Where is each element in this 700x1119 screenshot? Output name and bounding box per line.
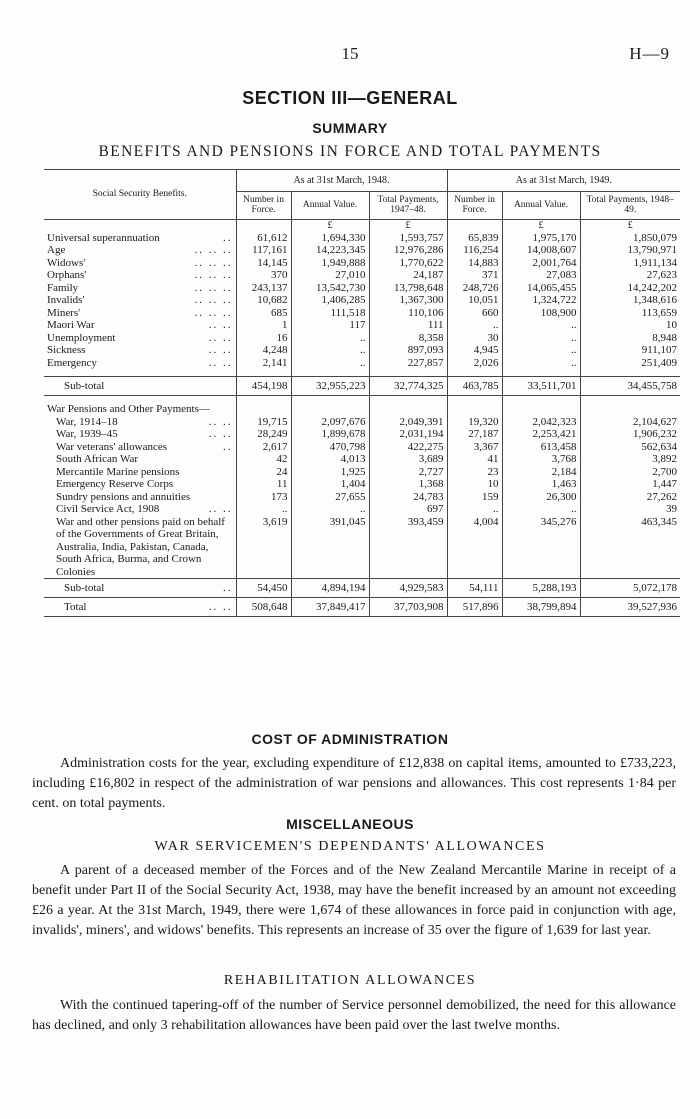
- row-label: Miners' .. .. ..: [47, 306, 233, 319]
- value-cell: 108,900: [502, 307, 580, 320]
- subtotal-row: [44, 579, 680, 598]
- misc-heading: MISCELLANEOUS: [286, 816, 414, 832]
- value-cell: 660: [447, 307, 502, 320]
- value-cell: ..: [447, 319, 502, 332]
- value-cell: ..: [291, 344, 369, 357]
- col-number-1949: Number in Force.: [447, 191, 502, 219]
- war-allowances-text: A parent of a deceased member of the Forces and of the New Zealand Mercantile Marine in receipt of a benefit under Part II of the Social Security Act, 1938, may have the benefit increased by an amount not exceeding £26 a year. At the 31st March, 1949, there were 1,674 of these allowances in force paid in conjunction with age, invalids', miners', and widows' benefits. This represents an increase of 35 over the figure of 1,639 for last year.: [32, 863, 676, 938]
- value-cell: 227,857: [369, 357, 447, 370]
- row-label: Orphans' .. .. ..: [47, 269, 233, 281]
- value-cell: 1: [236, 319, 291, 332]
- value-cell: 2,001,764: [502, 257, 580, 270]
- value-cell: 4,004: [447, 516, 502, 579]
- value-cell: 41: [447, 453, 502, 466]
- value-cell: 38,799,894: [502, 598, 580, 617]
- value-cell: ..: [502, 332, 580, 345]
- row-label-text: Sickness: [47, 344, 86, 356]
- value-cell: 61,612: [236, 232, 291, 245]
- value-cell: 14,065,455: [502, 282, 580, 295]
- war-allowances-paragraph: [32, 861, 676, 941]
- value-cell: 391,045: [291, 516, 369, 579]
- value-cell: 345,276: [502, 516, 580, 579]
- value-cell: 248,726: [447, 282, 502, 295]
- row-label: Family .. .. ..: [47, 281, 233, 294]
- benefits-title: BENEFITS AND PENSIONS IN FORCE AND TOTAL PAYMENTS: [98, 143, 602, 160]
- row-label: Widows' .. .. ..: [47, 256, 233, 269]
- value-cell: 370: [236, 269, 291, 282]
- value-cell: 1,463: [502, 478, 580, 491]
- table-row: [44, 491, 680, 504]
- war-allowances-heading: WAR SERVICEMEN'S DEPENDANTS' ALLOWANCES: [154, 839, 546, 854]
- value-cell: 1,911,134: [580, 257, 680, 270]
- value-cell: 42: [236, 453, 291, 466]
- value-cell: 4,929,583: [369, 579, 447, 598]
- value-cell: ..: [502, 357, 580, 370]
- value-cell: 14,223,345: [291, 244, 369, 257]
- row-label-text: Sub-total: [64, 582, 105, 594]
- value-cell: 463,345: [580, 516, 680, 579]
- value-cell: 1,367,300: [369, 294, 447, 307]
- table-row: [44, 307, 680, 320]
- row-label-text: Unemployment: [47, 331, 116, 344]
- value-cell: 3,768: [502, 453, 580, 466]
- value-cell: 5,288,193: [502, 579, 580, 598]
- value-cell: 3,689: [369, 453, 447, 466]
- col-total-1949: Total Payments, 1948–49.: [580, 191, 680, 219]
- value-cell: 14,145: [236, 257, 291, 270]
- row-label: Total .. ..: [44, 598, 236, 617]
- value-cell: 33,511,701: [502, 377, 580, 396]
- value-cell: 2,026: [447, 357, 502, 370]
- table-row: [44, 516, 680, 579]
- cost-heading: COST OF ADMINISTRATION: [251, 731, 449, 747]
- value-cell: 117,161: [236, 244, 291, 257]
- row-label-text: Miners': [47, 306, 81, 319]
- spacer-row: [44, 369, 680, 377]
- rehab-paragraph: [32, 996, 676, 1036]
- cost-text: Administration costs for the year, excluding expenditure of £12,838 on capital items, amounted to £733,223, including £16,802 in respect of the administration of war pensions and allowances. This cost represents 1·84 per cent. on total payments.: [32, 756, 676, 811]
- value-cell: 13,542,730: [291, 282, 369, 295]
- table-row: [44, 294, 680, 307]
- row-label: War veterans' allowances ..: [56, 440, 233, 453]
- col-annual-1949: Annual Value.: [502, 191, 580, 219]
- row-label: Maori War .. ..: [47, 319, 233, 331]
- value-cell: 1,368: [369, 478, 447, 491]
- value-cell: 13,798,648: [369, 282, 447, 295]
- war-pensions-heading: War Pensions and Other Payments—: [47, 403, 210, 415]
- value-cell: 1,447: [580, 478, 680, 491]
- value-cell: 2,104,627: [580, 416, 680, 429]
- col-total-1948: Total Payments, 1947–48.: [369, 191, 447, 219]
- table-row: [44, 466, 680, 479]
- row-label-text: War, 1939–45: [56, 428, 118, 440]
- value-cell: 243,137: [236, 282, 291, 295]
- value-cell: 1,925: [291, 466, 369, 479]
- row-label: [44, 377, 236, 396]
- row-label-text: Sub-total: [64, 380, 105, 392]
- value-cell: 111,518: [291, 307, 369, 320]
- value-cell: 1,770,622: [369, 257, 447, 270]
- col-number-1948: Number in Force.: [236, 191, 291, 219]
- value-cell: 39,527,936: [580, 598, 680, 617]
- table-row: [44, 332, 680, 345]
- unit-cell: £: [502, 219, 580, 232]
- value-cell: 14,008,607: [502, 244, 580, 257]
- value-cell: 1,406,285: [291, 294, 369, 307]
- value-cell: 27,623: [580, 269, 680, 282]
- value-cell: 11: [236, 478, 291, 491]
- row-label-text: War and other pensions paid on behalf of the Governments of Great Britain, Australia, India, Pakistan, Canada, South Africa, Burma, and Crown Colonies: [56, 515, 225, 578]
- value-cell: 1,324,722: [502, 294, 580, 307]
- table-row: [44, 269, 680, 282]
- value-cell: 2,700: [580, 466, 680, 479]
- spacer-row: [44, 396, 680, 404]
- value-cell: 12,976,286: [369, 244, 447, 257]
- value-cell: 1,404: [291, 478, 369, 491]
- value-cell: 1,949,888: [291, 257, 369, 270]
- value-cell: 14,242,202: [580, 282, 680, 295]
- value-cell: 19,715: [236, 416, 291, 429]
- value-cell: 54,450: [236, 579, 291, 598]
- value-cell: 27,083: [502, 269, 580, 282]
- row-label: [44, 466, 236, 479]
- table-row: [44, 282, 680, 295]
- value-cell: 37,703,908: [369, 598, 447, 617]
- row-label-text: Maori War: [47, 319, 95, 331]
- value-cell: 4,894,194: [291, 579, 369, 598]
- table-row: [44, 357, 680, 370]
- row-label-text: Invalids': [47, 294, 85, 306]
- value-cell: 13,790,971: [580, 244, 680, 257]
- row-label: [44, 478, 236, 491]
- value-cell: 470,798: [291, 441, 369, 454]
- row-label: Invalids' .. .. ..: [47, 294, 233, 306]
- value-cell: 562,634: [580, 441, 680, 454]
- row-label-text: Sundry pensions and annuities: [56, 490, 191, 503]
- table-row: [44, 441, 680, 454]
- value-cell: 54,111: [447, 579, 502, 598]
- label-column-header: Social Security Benefits.: [92, 189, 187, 199]
- row-label-text: Emergency: [47, 356, 97, 369]
- row-label: Sickness .. ..: [47, 344, 233, 356]
- value-cell: 2,617: [236, 441, 291, 454]
- page-reference: H—9: [629, 44, 670, 63]
- table-row: [44, 503, 680, 516]
- table-row: [44, 319, 680, 332]
- value-cell: 173: [236, 491, 291, 504]
- section-heading-row: [44, 403, 680, 416]
- row-label: Universal superannuation ..: [47, 231, 233, 244]
- subtotal-row: [44, 377, 680, 396]
- value-cell: 24,187: [369, 269, 447, 282]
- value-cell: 10,051: [447, 294, 502, 307]
- value-cell: 454,198: [236, 377, 291, 396]
- value-cell: 1,975,170: [502, 232, 580, 245]
- value-cell: 110,106: [369, 307, 447, 320]
- value-cell: 27,655: [291, 491, 369, 504]
- row-label: [44, 491, 236, 504]
- value-cell: 2,141: [236, 357, 291, 370]
- value-cell: 393,459: [369, 516, 447, 579]
- value-cell: 2,253,421: [502, 428, 580, 441]
- unit-cell: £: [291, 219, 369, 232]
- value-cell: 28,249: [236, 428, 291, 441]
- row-label: Sub-total ..: [44, 579, 236, 598]
- table-row: [44, 453, 680, 466]
- value-cell: ..: [291, 332, 369, 345]
- value-cell: 111: [369, 319, 447, 332]
- value-cell: 5,072,178: [580, 579, 680, 598]
- table-body: [44, 219, 680, 617]
- value-cell: 685: [236, 307, 291, 320]
- unit-cell: £: [580, 219, 680, 232]
- group-header-1949: As at 31st March, 1949.: [447, 170, 680, 192]
- value-cell: 24: [236, 466, 291, 479]
- page-number: 15: [341, 44, 359, 63]
- value-cell: ..: [291, 503, 369, 516]
- row-label: [44, 453, 236, 466]
- value-cell: 371: [447, 269, 502, 282]
- value-cell: 27,262: [580, 491, 680, 504]
- value-cell: 613,458: [502, 441, 580, 454]
- row-label-text: Orphans': [47, 269, 87, 281]
- value-cell: 422,275: [369, 441, 447, 454]
- value-cell: 2,042,323: [502, 416, 580, 429]
- value-cell: 3,892: [580, 453, 680, 466]
- row-label: War, 1914–18 .. ..: [56, 415, 233, 428]
- table-row: [44, 232, 680, 245]
- value-cell: 26,300: [502, 491, 580, 504]
- value-cell: 23: [447, 466, 502, 479]
- value-cell: 508,648: [236, 598, 291, 617]
- value-cell: 2,184: [502, 466, 580, 479]
- value-cell: 1,850,079: [580, 232, 680, 245]
- value-cell: 251,409: [580, 357, 680, 370]
- value-cell: 3,619: [236, 516, 291, 579]
- row-label-text: Family: [47, 281, 79, 294]
- value-cell: ..: [502, 503, 580, 516]
- value-cell: 27,010: [291, 269, 369, 282]
- value-cell: 1,593,757: [369, 232, 447, 245]
- value-cell: 517,896: [447, 598, 502, 617]
- row-label: Age .. .. ..: [47, 244, 233, 256]
- value-cell: 3,367: [447, 441, 502, 454]
- total-row: [44, 598, 680, 617]
- row-label: [44, 516, 236, 579]
- value-cell: ..: [447, 503, 502, 516]
- value-cell: 39: [580, 503, 680, 516]
- value-cell: 117: [291, 319, 369, 332]
- table-row: [44, 478, 680, 491]
- row-label-text: Age: [47, 244, 66, 256]
- value-cell: 8,358: [369, 332, 447, 345]
- value-cell: 2,727: [369, 466, 447, 479]
- summary-title: SUMMARY: [312, 120, 388, 136]
- rehab-heading: REHABILITATION ALLOWANCES: [223, 973, 477, 988]
- row-label-text: Widows': [47, 256, 86, 269]
- value-cell: ..: [291, 357, 369, 370]
- value-cell: 4,013: [291, 453, 369, 466]
- table-row: [44, 257, 680, 270]
- benefits-table: [44, 169, 680, 617]
- value-cell: 2,049,391: [369, 416, 447, 429]
- row-label-text: Mercantile Marine pensions: [56, 465, 180, 478]
- value-cell: 4,945: [447, 344, 502, 357]
- col-annual-1948: Annual Value.: [291, 191, 369, 219]
- value-cell: 8,948: [580, 332, 680, 345]
- row-label: Unemployment .. ..: [47, 331, 233, 344]
- value-cell: 1,899,678: [291, 428, 369, 441]
- value-cell: 19,320: [447, 416, 502, 429]
- value-cell: 10: [447, 478, 502, 491]
- value-cell: 32,955,223: [291, 377, 369, 396]
- row-label-text: Emergency Reserve Corps: [56, 478, 174, 490]
- row-label-text: Total: [64, 601, 87, 613]
- value-cell: 2,031,194: [369, 428, 447, 441]
- row-label: War, 1939–45 .. ..: [56, 428, 233, 440]
- row-label-text: Universal superannuation: [47, 231, 160, 244]
- row-label-text: War veterans' allowances: [56, 440, 168, 453]
- group-header-1948: As at 31st March, 1948.: [236, 170, 447, 192]
- value-cell: 32,774,325: [369, 377, 447, 396]
- row-label-text: South African War: [56, 453, 139, 465]
- row-label: Emergency .. ..: [47, 356, 233, 369]
- row-label-text: War, 1914–18: [56, 415, 118, 428]
- value-cell: 2,097,676: [291, 416, 369, 429]
- value-cell: 27,187: [447, 428, 502, 441]
- value-cell: 1,906,232: [580, 428, 680, 441]
- section-title: SECTION III—GENERAL: [242, 88, 458, 108]
- value-cell: 14,883: [447, 257, 502, 270]
- value-cell: ..: [502, 344, 580, 357]
- value-cell: 697: [369, 503, 447, 516]
- value-cell: 113,659: [580, 307, 680, 320]
- table-row: [44, 344, 680, 357]
- value-cell: 1,348,616: [580, 294, 680, 307]
- table-row: [44, 428, 680, 441]
- table-row: [44, 244, 680, 257]
- value-cell: 1,694,330: [291, 232, 369, 245]
- value-cell: ..: [236, 503, 291, 516]
- rehab-text: With the continued tapering-off of the number of Service personnel demobilized, the need for this allowance has declined, and only 3 rehabilitation allowances have been paid over the last twelve months.: [32, 998, 676, 1033]
- row-label: Civil Service Act, 1908 .. ..: [56, 503, 233, 515]
- table-row: [44, 416, 680, 429]
- value-cell: 34,455,758: [580, 377, 680, 396]
- value-cell: 65,839: [447, 232, 502, 245]
- value-cell: 4,248: [236, 344, 291, 357]
- value-cell: 37,849,417: [291, 598, 369, 617]
- value-cell: 16: [236, 332, 291, 345]
- value-cell: 159: [447, 491, 502, 504]
- value-cell: 30: [447, 332, 502, 345]
- cost-paragraph: [32, 754, 676, 814]
- value-cell: 10: [580, 319, 680, 332]
- value-cell: 463,785: [447, 377, 502, 396]
- value-cell: 10,682: [236, 294, 291, 307]
- unit-cell: £: [369, 219, 447, 232]
- value-cell: 24,783: [369, 491, 447, 504]
- value-cell: 116,254: [447, 244, 502, 257]
- value-cell: ..: [502, 319, 580, 332]
- value-cell: 897,093: [369, 344, 447, 357]
- value-cell: 911,107: [580, 344, 680, 357]
- row-label-text: Civil Service Act, 1908: [56, 503, 160, 515]
